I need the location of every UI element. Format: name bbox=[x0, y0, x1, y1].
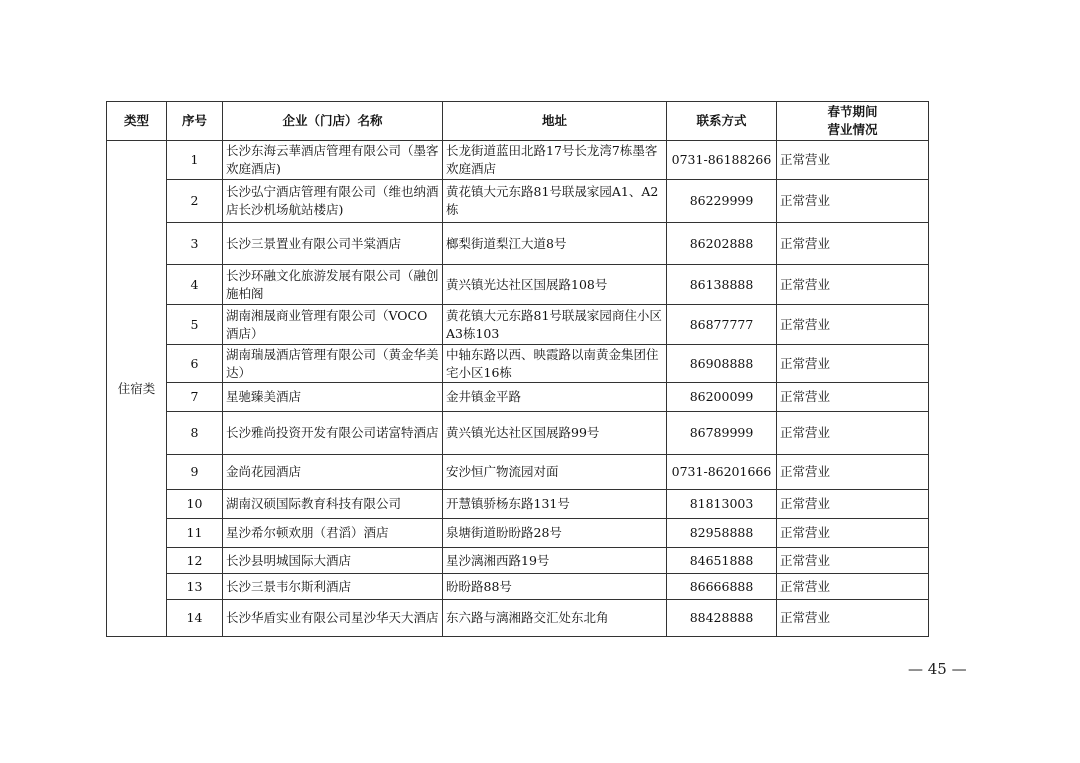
address-cell: 中轴东路以西、映霞路以南黄金集团住宅小区16栋 bbox=[443, 345, 667, 383]
contact-cell: 86789999 bbox=[667, 412, 777, 455]
seq-cell: 13 bbox=[167, 574, 223, 600]
address-cell: 星沙漓湘西路19号 bbox=[443, 548, 667, 574]
address-cell: 开慧镇骄杨东路131号 bbox=[443, 490, 667, 519]
address-cell: 黄兴镇光达社区国展路99号 bbox=[443, 412, 667, 455]
table-row bbox=[107, 519, 929, 548]
table-row bbox=[107, 412, 929, 455]
seq-cell: 9 bbox=[167, 455, 223, 490]
business-table bbox=[106, 101, 929, 637]
table-row bbox=[107, 455, 929, 490]
status-cell: 正常营业 bbox=[777, 548, 929, 574]
table-row bbox=[107, 180, 929, 223]
seq-cell: 11 bbox=[167, 519, 223, 548]
contact-cell: 84651888 bbox=[667, 548, 777, 574]
name-cell: 长沙华盾实业有限公司星沙华天大酒店 bbox=[223, 600, 443, 637]
status-cell: 正常营业 bbox=[777, 305, 929, 345]
page-number: — 45 — bbox=[908, 660, 967, 678]
address-cell: 安沙恒广物流园对面 bbox=[443, 455, 667, 490]
name-cell: 长沙三景韦尔斯利酒店 bbox=[223, 574, 443, 600]
address-cell: 黄兴镇光达社区国展路108号 bbox=[443, 265, 667, 305]
table-row bbox=[107, 223, 929, 265]
name-cell: 湖南湘晟商业管理有限公司（VOCO酒店） bbox=[223, 305, 443, 345]
seq-cell: 3 bbox=[167, 223, 223, 265]
address-cell: 黄花镇大元东路81号联晟家园A1、A2栋 bbox=[443, 180, 667, 223]
address-cell: 盼盼路88号 bbox=[443, 574, 667, 600]
contact-cell: 86138888 bbox=[667, 265, 777, 305]
table-row bbox=[107, 305, 929, 345]
table-row bbox=[107, 574, 929, 600]
status-cell: 正常营业 bbox=[777, 412, 929, 455]
seq-cell: 10 bbox=[167, 490, 223, 519]
name-cell: 长沙雅尚投资开发有限公司诺富特酒店 bbox=[223, 412, 443, 455]
contact-cell: 86666888 bbox=[667, 574, 777, 600]
header-status-line1: 春节期间 bbox=[827, 104, 878, 119]
header-name: 企业（门店）名称 bbox=[223, 102, 443, 141]
contact-cell: 81813003 bbox=[667, 490, 777, 519]
seq-cell: 6 bbox=[167, 345, 223, 383]
seq-cell: 1 bbox=[167, 141, 223, 180]
status-cell: 正常营业 bbox=[777, 265, 929, 305]
status-cell: 正常营业 bbox=[777, 574, 929, 600]
header-status-line2: 营业情况 bbox=[827, 122, 878, 137]
contact-cell: 86200099 bbox=[667, 383, 777, 412]
header-type: 类型 bbox=[107, 102, 167, 141]
name-cell: 金尚花园酒店 bbox=[223, 455, 443, 490]
contact-cell: 86229999 bbox=[667, 180, 777, 223]
name-cell: 长沙弘宁酒店管理有限公司（维也纳酒店长沙机场航站楼店) bbox=[223, 180, 443, 223]
address-cell: 泉塘街道盼盼路28号 bbox=[443, 519, 667, 548]
status-cell: 正常营业 bbox=[777, 141, 929, 180]
address-cell: 榔梨街道梨江大道8号 bbox=[443, 223, 667, 265]
name-cell: 长沙县明城国际大酒店 bbox=[223, 548, 443, 574]
address-cell: 黄花镇大元东路81号联晟家园商住小区A3栋103 bbox=[443, 305, 667, 345]
seq-cell: 7 bbox=[167, 383, 223, 412]
contact-cell: 86877777 bbox=[667, 305, 777, 345]
table-header-row bbox=[107, 102, 929, 141]
name-cell: 星驰臻美酒店 bbox=[223, 383, 443, 412]
seq-cell: 5 bbox=[167, 305, 223, 345]
name-cell: 湖南汉硕国际教育科技有限公司 bbox=[223, 490, 443, 519]
contact-cell: 86202888 bbox=[667, 223, 777, 265]
name-cell: 长沙环融文化旅游发展有限公司（融创施柏阁 bbox=[223, 265, 443, 305]
seq-cell: 12 bbox=[167, 548, 223, 574]
status-cell: 正常营业 bbox=[777, 345, 929, 383]
contact-cell: 0731-86188266 bbox=[667, 141, 777, 180]
table-row bbox=[107, 345, 929, 383]
header-status bbox=[777, 102, 929, 141]
name-cell: 星沙希尔顿欢朋（君滔）酒店 bbox=[223, 519, 443, 548]
category-cell: 住宿类 bbox=[107, 141, 167, 637]
table-row bbox=[107, 383, 929, 412]
table-row bbox=[107, 490, 929, 519]
name-cell: 长沙三景置业有限公司半棠酒店 bbox=[223, 223, 443, 265]
table-row bbox=[107, 265, 929, 305]
status-cell: 正常营业 bbox=[777, 600, 929, 637]
status-cell: 正常营业 bbox=[777, 383, 929, 412]
status-cell: 正常营业 bbox=[777, 519, 929, 548]
contact-cell: 82958888 bbox=[667, 519, 777, 548]
contact-cell: 0731-86201666 bbox=[667, 455, 777, 490]
status-cell: 正常营业 bbox=[777, 455, 929, 490]
table-row bbox=[107, 600, 929, 637]
table-body bbox=[107, 141, 929, 637]
seq-cell: 2 bbox=[167, 180, 223, 223]
contact-cell: 88428888 bbox=[667, 600, 777, 637]
header-contact: 联系方式 bbox=[667, 102, 777, 141]
address-cell: 长龙街道蓝田北路17号长龙湾7栋墨客欢庭酒店 bbox=[443, 141, 667, 180]
status-cell: 正常营业 bbox=[777, 223, 929, 265]
address-cell: 东六路与漓湘路交汇处东北角 bbox=[443, 600, 667, 637]
seq-cell: 4 bbox=[167, 265, 223, 305]
name-cell: 湖南瑞晟酒店管理有限公司（黄金华美达） bbox=[223, 345, 443, 383]
seq-cell: 14 bbox=[167, 600, 223, 637]
address-cell: 金井镇金平路 bbox=[443, 383, 667, 412]
status-cell: 正常营业 bbox=[777, 180, 929, 223]
table-row bbox=[107, 548, 929, 574]
status-cell: 正常营业 bbox=[777, 490, 929, 519]
name-cell: 长沙东海云華酒店管理有限公司（墨客欢庭酒店) bbox=[223, 141, 443, 180]
header-seq: 序号 bbox=[167, 102, 223, 141]
contact-cell: 86908888 bbox=[667, 345, 777, 383]
seq-cell: 8 bbox=[167, 412, 223, 455]
header-address: 地址 bbox=[443, 102, 667, 141]
table-row bbox=[107, 141, 929, 180]
